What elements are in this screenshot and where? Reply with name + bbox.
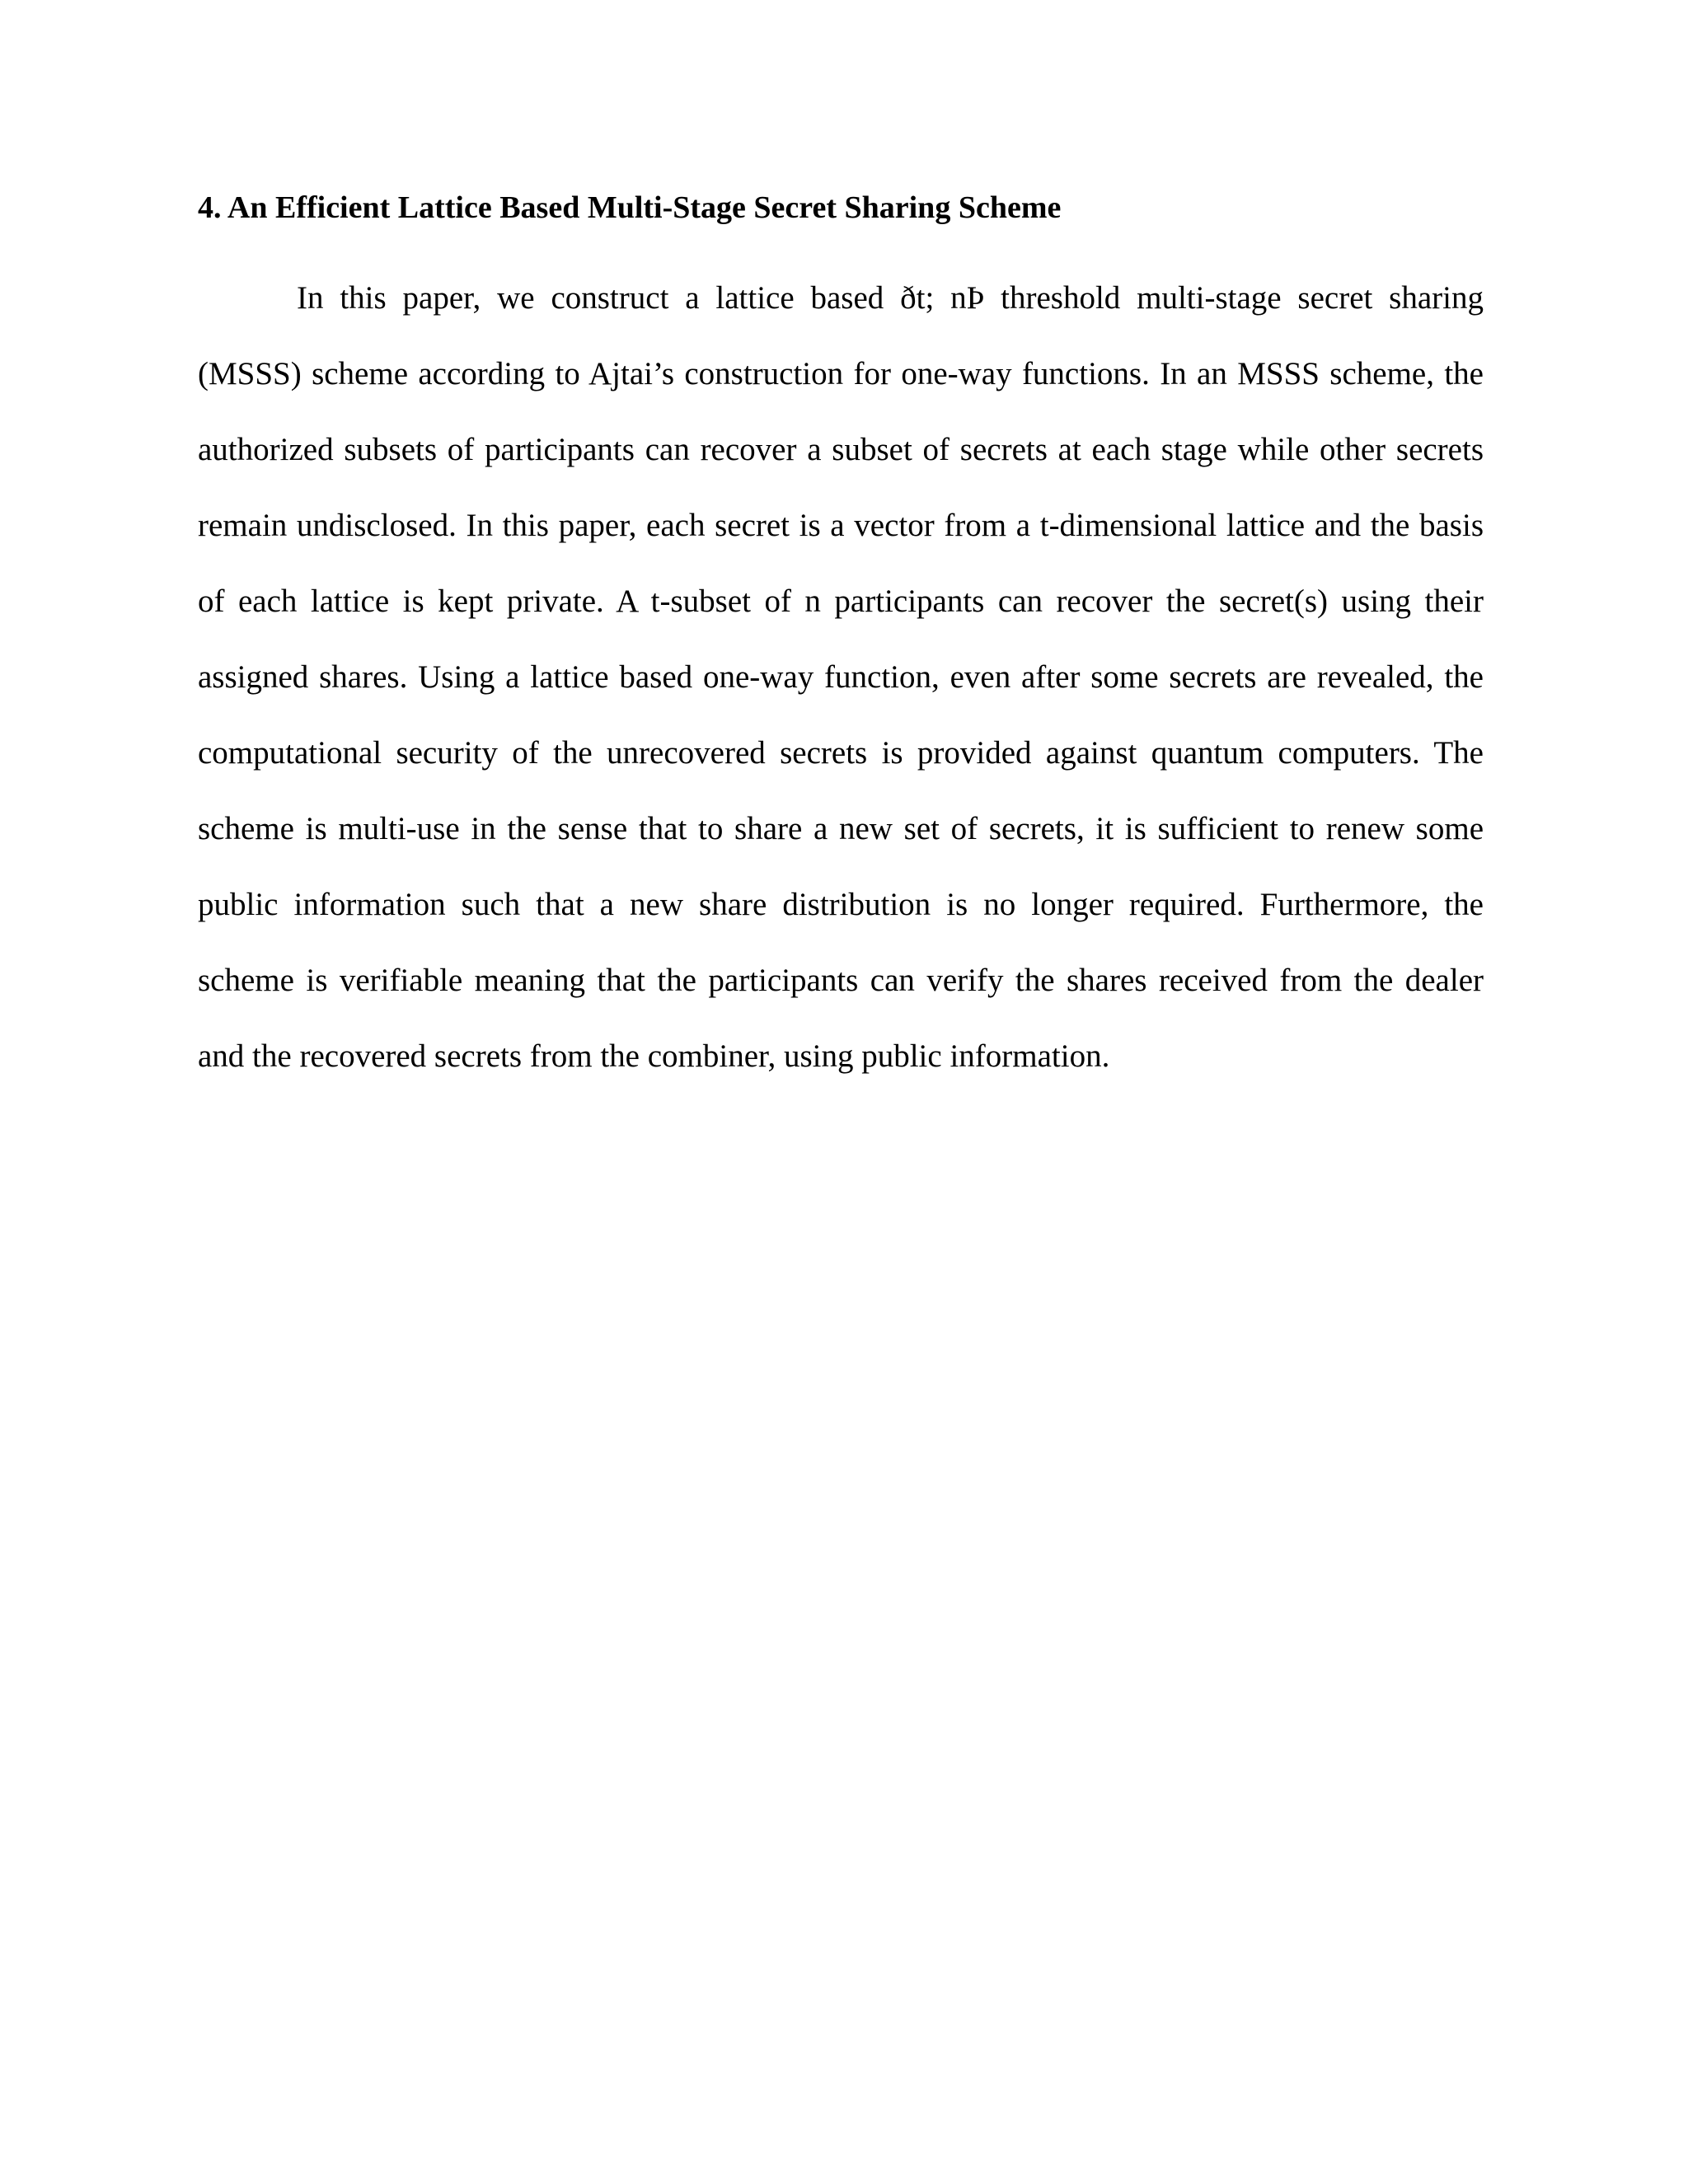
- section-paragraph: In this paper, we construct a lattice based ðt; nÞ threshold multi-stage secret sharing (MSSS) scheme according to Ajtai’s construction for one-way functions. In an MSSS scheme, the authorized subsets of participants can recover a subset of secrets at each stage while other secrets remain undisclosed. In this paper, each secret is a vector from a t-dimensional lattice and the basis of each lattice is kept private. A t-subset of n participants can recover the secret(s) using their assigned shares. Using a lattice based one-way function, even after some secrets are revealed, the computational security of the unrecovered secrets is provided against quantum computers. The scheme is multi-use in the sense that to share a new set of secrets, it is sufficient to renew some public information such that a new share distribution is no longer required. Furthermore, the scheme is verifiable meaning that the participants can verify the shares received from the dealer and the recovered secrets from the combiner, using public information.: [198, 279, 1484, 1074]
- section-heading: 4. An Efficient Lattice Based Multi-Stage Secret Sharing Scheme: [198, 190, 1062, 225]
- section: [198, 190, 1484, 1094]
